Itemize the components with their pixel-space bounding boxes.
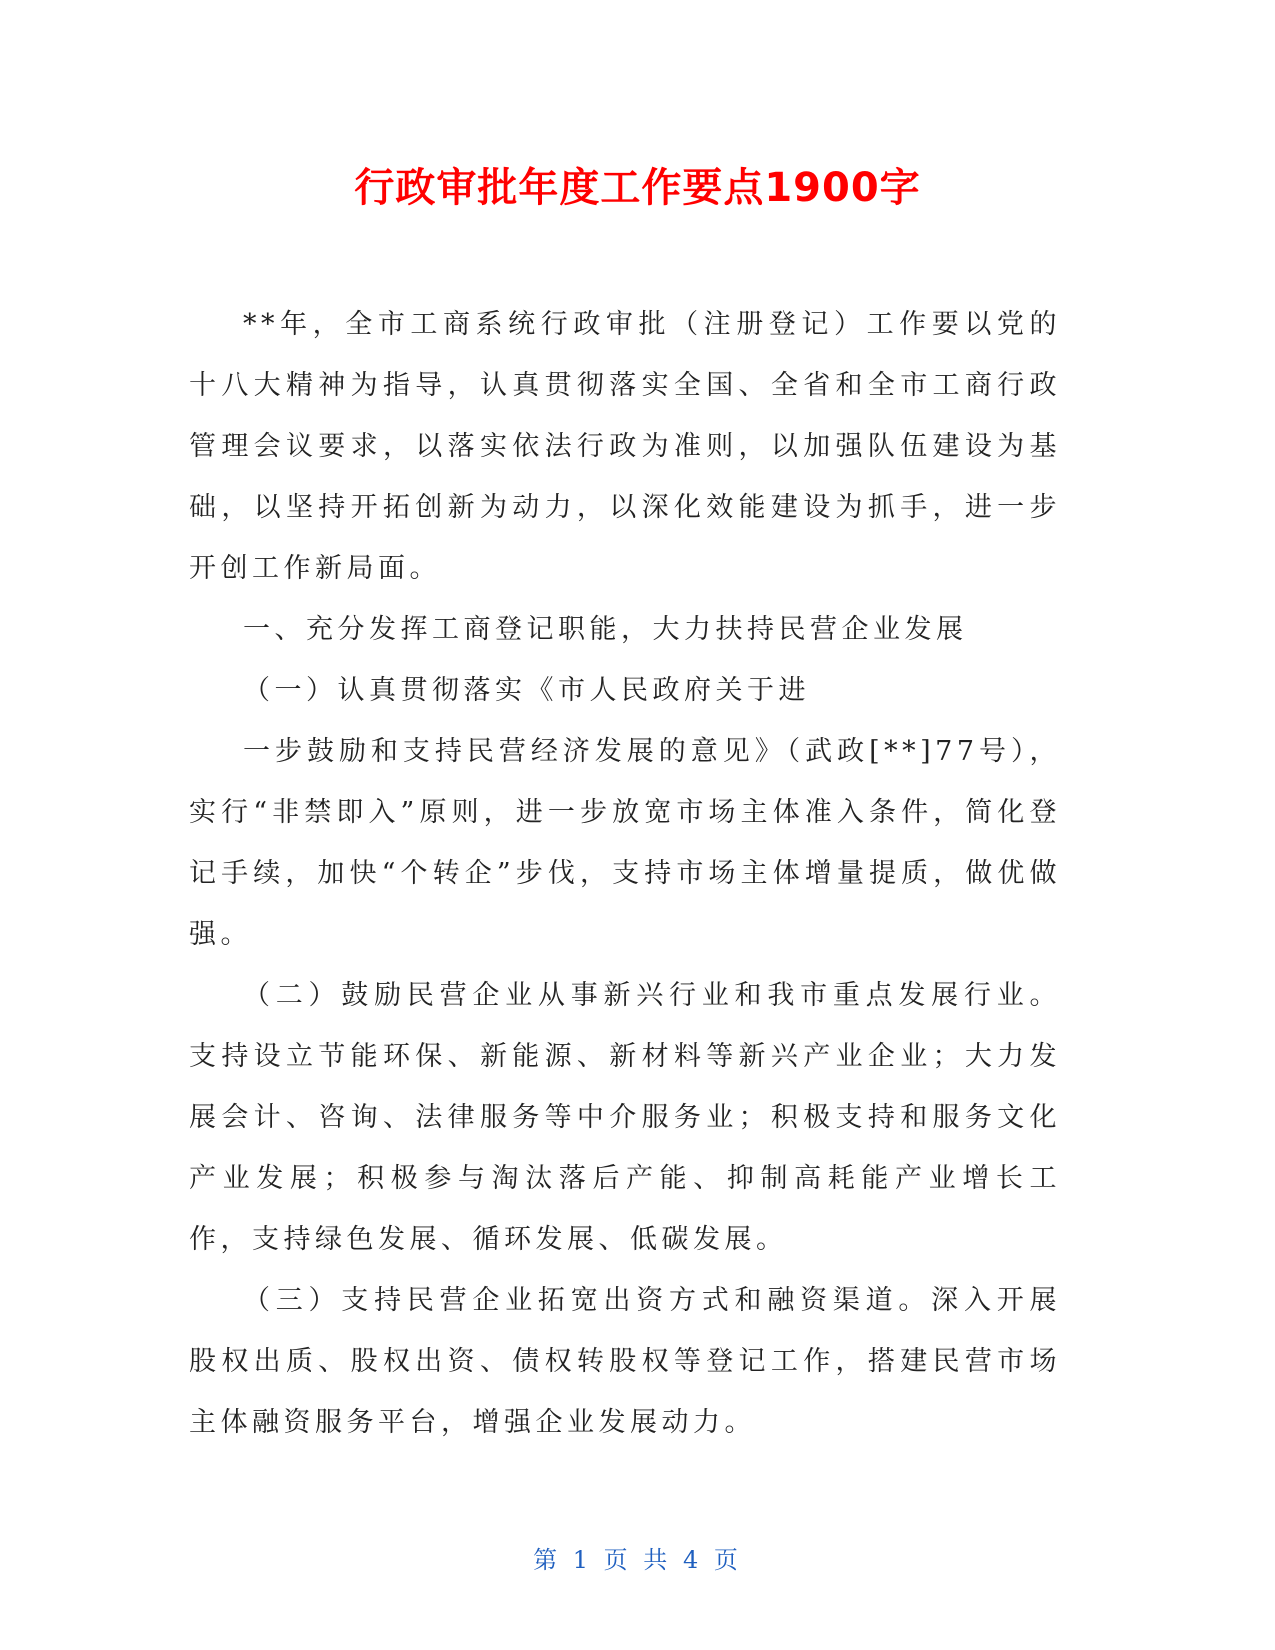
- paragraph-item-2: （二）鼓励民营企业从事新兴行业和我市重点发展行业。支持设立节能环保、新能源、新材料等新兴产业企业；大力发展会计、咨询、法律服务等中介服务业；积极支持和服务文化产业发展；积极参与淘汰落后产能、抑制高耗能产业增长工作，支持绿色发展、循环发展、低碳发展。: [189, 980, 1061, 1255]
- paragraph-intro: **年，全市工商系统行政审批（注册登记）工作要以党的十八大精神为指导，认真贯彻落实全国、全省和全市工商行政管理会议要求，以落实依法行政为准则，以加强队伍建设为基础，以坚持开拓创新为动力，以深化效能建设为抓手，进一步开创工作新局面。: [189, 309, 1061, 584]
- paragraph-item-1-part-1: （一）认真贯彻落实《市人民政府关于进: [243, 675, 810, 706]
- page-number-footer: 第 1 页 共 4 页: [533, 1546, 742, 1574]
- document-body: [189, 294, 1061, 1453]
- document-title: 行政审批年度工作要点1900字: [354, 165, 921, 211]
- paragraph-item-1-part-2: 一步鼓励和支持民营经济发展的意见》（武政[**]77号），实行“非禁即入”原则，进一步放宽市场主体准入条件，简化登记手续，加快“个转企”步伐，支持市场主体增量提质，做优做强。: [189, 736, 1061, 950]
- paragraph-item-3: （三）支持民营企业拓宽出资方式和融资渠道。深入开展股权出质、股权出资、债权转股权等登记工作，搭建民营市场主体融资服务平台，增强企业发展动力。: [189, 1285, 1061, 1438]
- section-heading-1: 一、充分发挥工商登记职能，大力扶持民营企业发展: [243, 614, 968, 645]
